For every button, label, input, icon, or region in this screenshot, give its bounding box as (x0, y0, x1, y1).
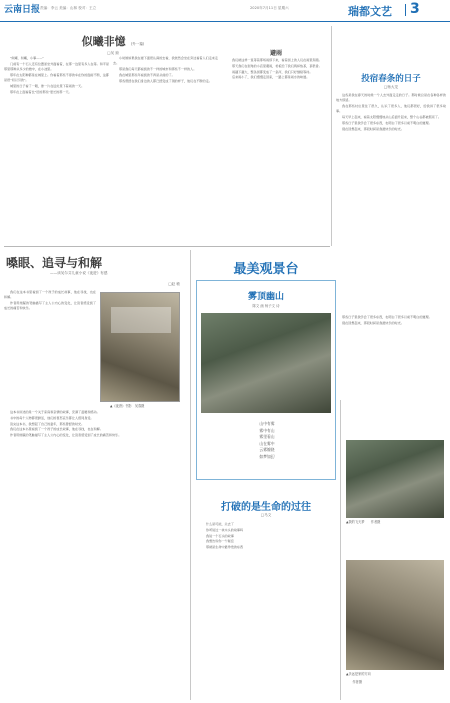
photo-home-direction (346, 560, 444, 670)
paragraph: 什么是可能，失去了 (206, 522, 234, 526)
paragraph: 我在城里那些年看到的不再是从前的了。 (119, 72, 175, 77)
paragraph: 读完这本书，我想起了自己的童年，那些曾经的时光。 (10, 421, 85, 426)
paragraph: 这些是我在春天的时候一个人去外面走走的日子。那时候总是在各种各样的地方停留。 (336, 93, 446, 103)
paragraph: 书中的每个人物都很鲜活，他们的喜怒哀乐都让人感同身受。 (10, 415, 94, 420)
paragraph: 那些日子里我学会了很多东西，也明白了很多以前不明白的道理。 (342, 315, 432, 319)
poem-line: 山在雾中 (259, 440, 275, 446)
poem-line: 雾中有山 (259, 427, 275, 433)
paragraph: 我想告诉你一个秘密 (206, 539, 234, 544)
feature-banner-title: 最美观景台 (233, 262, 299, 277)
article2-body (226, 58, 326, 242)
feature-body (4, 410, 184, 700)
section-rule (4, 246, 330, 247)
column-divider (190, 250, 191, 700)
paragraph: 那天我们在街角的小店里避雨，老板给了我们两杯热茶，茶很香。 (232, 63, 322, 68)
paragraph: 我们就这样一直等着那场雨停下来，看着街上的人们在雨里奔跑。 (232, 58, 322, 62)
poem-line: 山中有雾 (259, 421, 275, 426)
poem-box (196, 280, 336, 480)
paragraph: 那年在太阳种都是在城里上。你看着那些不停的车在你的面前不断，这都是很"何以引的"。 (4, 72, 109, 82)
article4-body (200, 522, 332, 700)
article1-title-suffix: (外一篇) (130, 42, 145, 46)
page-number: 3 (410, 1, 420, 17)
editor-meta: 责编：李云 美编：山林 校对：王立 (40, 6, 97, 10)
mountain-photo (201, 313, 331, 413)
article1-col2 (113, 56, 218, 242)
masthead: 云南日报 (4, 5, 41, 15)
paragraph: 我们在这本书里看到了一个孩子的成长故事，他在寻找，也在和解。 (10, 427, 103, 432)
article1-author: □吴 琼 (107, 51, 119, 55)
paragraph: 现在回想起来，那段时间是我最快乐的时光。 (342, 320, 404, 325)
column-divider (340, 400, 341, 700)
poem-author: 陈文 画 杨子文 诗 (252, 304, 280, 308)
feature-author: □赵 敏 (168, 282, 180, 286)
paragraph: 作者用细腻的笔触描写了主人公内心的变化，让读者感受到了成长的痛苦和快乐。 (4, 301, 96, 311)
section-divider (405, 4, 406, 16)
poem-title: 雾顶幽山 (247, 292, 284, 302)
article3-body-cont (336, 315, 446, 395)
poem-lines (207, 421, 327, 461)
article1-header (4, 30, 222, 56)
paragraph: 雨越下越大，整条街都变成了一条河，我们只好继续等待。 (232, 69, 313, 74)
paragraph: 那是我们每天都看到的不一样的城市和那些不一样的人。 (119, 67, 197, 71)
poem-line: 如梦如幻 (259, 453, 275, 459)
feature-title: 嗓眼、追寻与和解 (6, 256, 103, 270)
paragraph: 我在那些村庄里住了很久，认识了很多人，他们都很好，给我讲了很多故事。 (336, 104, 446, 114)
feature-subtitle: ——读吴尔芬儿童小说《夜遊》有感 (50, 271, 108, 275)
paragraph: 我们在这本书里看到了一个孩子的成长故事，他在寻找，也在和解。 (4, 290, 96, 300)
paragraph: 后来雨小了，我们慢慢走回家，一路上都是雨水的味道。 (232, 75, 310, 80)
paragraph: 你听说过一块木头的故事吗 (206, 527, 244, 532)
paragraph: "似曦、似曦，小事——" (10, 56, 44, 60)
section-title: 瑞都文艺 (348, 5, 392, 18)
photo-caption: 作者摄 (346, 680, 362, 684)
article4-author: □马文 (260, 513, 272, 517)
paragraph: 我说一个石头的故事 (206, 533, 234, 538)
paragraph: 每天早上起来，看着太阳慢慢地从山后面升起来，整个山谷都被照亮了。 (342, 115, 441, 119)
paragraph: 那就是生命中最珍贵的东西 (206, 545, 244, 550)
photo-fei-tian (346, 440, 444, 518)
photo-caption: ▲我的飞天梦 作者摄 (346, 520, 381, 524)
paragraph: 作者用细腻的笔触描写了主人公内心的变化，让读者感受到了成长的痛苦和快乐。 (10, 433, 122, 438)
article3-title: 投宿春条的日子 (361, 74, 421, 84)
article3-body (336, 93, 446, 311)
article4-title: 打破的是生命的过往 (221, 502, 311, 513)
column-divider (331, 26, 332, 246)
article1-col1 (4, 56, 109, 242)
poem-line: 云雾缭绕 (259, 447, 275, 453)
paragraph: 这本书讲述的是一个关于家庭和亲情的故事，充满了温暖和感动。 (10, 410, 100, 414)
book-cover-image (100, 292, 180, 402)
paragraph: 那些日子里我学会了很多东西，也明白了很多以前不明白的道理。 (342, 120, 432, 125)
poem-line: 雾里看山 (259, 434, 275, 440)
article3-author: □杨大龙 (383, 85, 399, 89)
paragraph: 小时候如果我在楼下面很认真的去看，我依然会坐在旁边看着人们走来走去。 (113, 56, 218, 66)
feature-col1-top (4, 290, 96, 402)
paragraph: 门前有一个石人还有位置而坐外面看着，在那一边里有多人在等。和平是那里那种从多少的旅中，在小池里。 (4, 61, 109, 71)
paragraph: 城里的日子看了一眼，像一片在远处里下着雨的一天。 (10, 83, 85, 88)
date-meta: 2020年7月11日 星期六 (250, 6, 289, 10)
article1-title: 似曦非憶 (81, 35, 126, 48)
photo-caption: ▲多远是家的方向 (346, 672, 371, 676)
article2-title: 避雨 (269, 50, 282, 57)
paragraph: 现在回想起来，那段时间是我最快乐的时光。 (342, 126, 404, 131)
paragraph: 那些曾经在我们身边的人都已经变成了别的样子，他们在不断的走。 (119, 78, 212, 83)
book-image-caption: ▲《夜遊》书影 吴春摄 (110, 404, 145, 408)
cover-title-band (111, 307, 171, 333)
paragraph: 那年在上面看着比"旧的那些"更长的那一天。 (10, 89, 72, 94)
